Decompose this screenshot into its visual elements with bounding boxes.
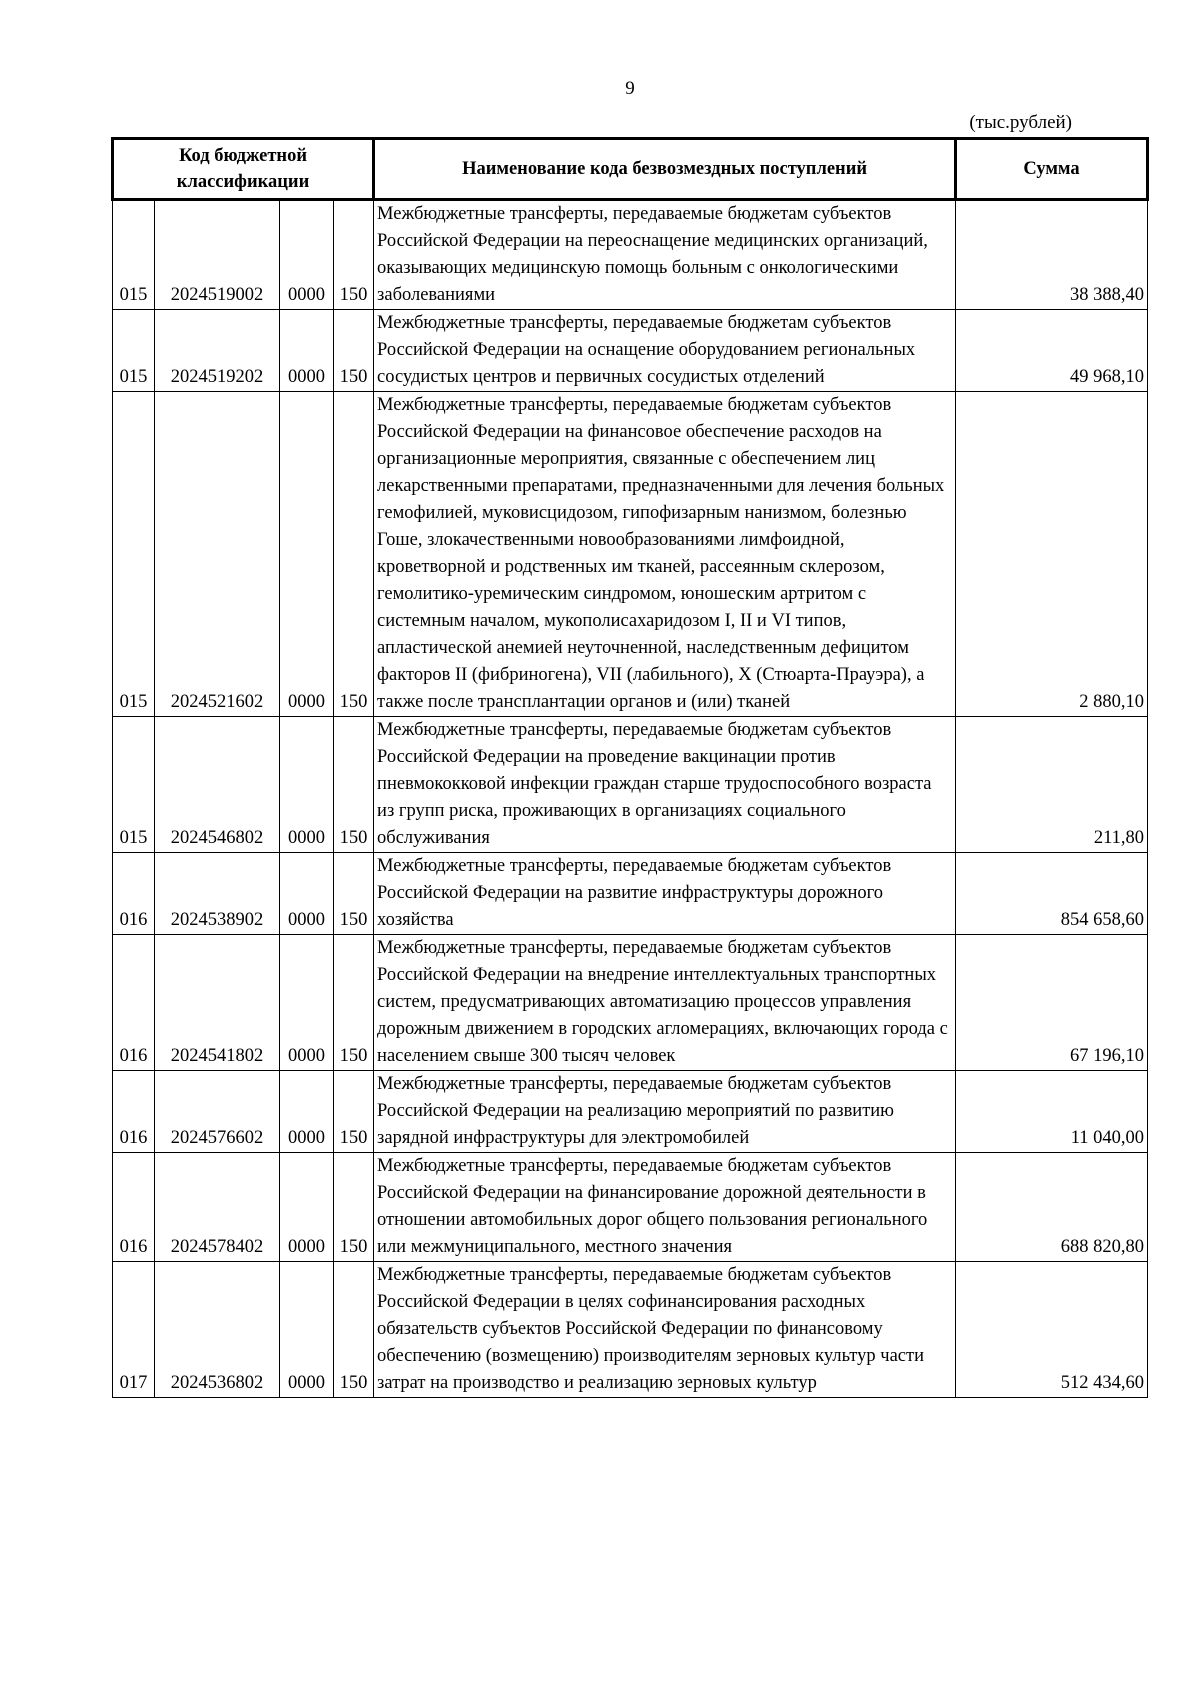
income-name: Межбюджетные трансферты, передаваемые бюджетам субъектов Российской Федерации в целях софинансирования расходных обязательств субъектов Российской Федерации по финансовому обеспечению (возмещению) производителям зерновых культур части затрат на производство и реализацию зерновых культур: [374, 1262, 956, 1398]
amount: 688 820,80: [956, 1153, 1148, 1262]
kind-code: 150: [334, 935, 374, 1071]
table-row: [113, 310, 1148, 392]
kbk-code: 2024578402: [155, 1153, 280, 1262]
income-name: Межбюджетные трансферты, передаваемые бюджетам субъектов Российской Федерации на переоснащение медицинских организаций, оказывающих медицинскую помощь больным с онкологическими заболеваниями: [374, 200, 956, 310]
kbk-code: 2024538902: [155, 853, 280, 935]
header-code: Код бюджетной классификации: [113, 139, 374, 200]
amount: 512 434,60: [956, 1262, 1148, 1398]
admin-code: 016: [113, 935, 155, 1071]
income-name: Межбюджетные трансферты, передаваемые бюджетам субъектов Российской Федерации на развитие инфраструктуры дорожного хозяйства: [374, 853, 956, 935]
admin-code: 017: [113, 1262, 155, 1398]
table-row: [113, 200, 1148, 310]
kbk-code: 2024576602: [155, 1071, 280, 1153]
kbk-code: 2024519002: [155, 200, 280, 310]
kind-code: 150: [334, 200, 374, 310]
income-name: Межбюджетные трансферты, передаваемые бюджетам субъектов Российской Федерации на финансовое обеспечение расходов на организационные мероприятия, связанные с обеспечением лиц лекарственными препаратами, предназначенными для лечения больных гемофилией, муковисцидозом, гипофизарным нанизмом, болезнью Гоше, злокачественными новообразованиями лимфоидной, кроветворной и родственных им тканей, рассеянным склерозом, гемолитико-уремическим синдромом, юношеским артритом с системным началом, мукополисахаридозом I, II и VI типов, апластической анемией неуточненной, наследственным дефицитом факторов II (фибриногена), VII (лабильного), X (Стюарта-Прауэра), а также после трансплантации органов и (или) тканей: [374, 392, 956, 717]
header-amount: Сумма: [956, 139, 1148, 200]
kind-code: 150: [334, 1153, 374, 1262]
kbk-code: 2024536802: [155, 1262, 280, 1398]
admin-code: 015: [113, 392, 155, 717]
income-name: Межбюджетные трансферты, передаваемые бюджетам субъектов Российской Федерации на проведение вакцинации против пневмококковой инфекции граждан старше трудоспособного возраста из групп риска, проживающих в организациях социального обслуживания: [374, 717, 956, 853]
admin-code: 015: [113, 717, 155, 853]
table-row: [113, 1071, 1148, 1153]
table-header-row: [113, 139, 1148, 200]
header-name: Наименование кода безвозмездных поступлений: [374, 139, 956, 200]
income-name: Межбюджетные трансферты, передаваемые бюджетам субъектов Российской Федерации на финансирование дорожной деятельности в отношении автомобильных дорог общего пользования регионального или межмуниципального, местного значения: [374, 1153, 956, 1262]
sub-code: 0000: [280, 853, 334, 935]
amount: 38 388,40: [956, 200, 1148, 310]
budget-table: [111, 137, 1149, 1398]
sub-code: 0000: [280, 1262, 334, 1398]
admin-code: 015: [113, 310, 155, 392]
kind-code: 150: [334, 310, 374, 392]
page-number: 9: [625, 78, 635, 99]
kbk-code: 2024519202: [155, 310, 280, 392]
admin-code: 016: [113, 853, 155, 935]
units-label: (тыс.рублей): [969, 112, 1072, 133]
amount: 2 880,10: [956, 392, 1148, 717]
income-name: Межбюджетные трансферты, передаваемые бюджетам субъектов Российской Федерации на реализацию мероприятий по развитию зарядной инфраструктуры для электромобилей: [374, 1071, 956, 1153]
admin-code: 015: [113, 200, 155, 310]
sub-code: 0000: [280, 1153, 334, 1262]
kind-code: 150: [334, 853, 374, 935]
amount: 49 968,10: [956, 310, 1148, 392]
table-row: [113, 392, 1148, 717]
kbk-code: 2024521602: [155, 392, 280, 717]
kind-code: 150: [334, 392, 374, 717]
sub-code: 0000: [280, 1071, 334, 1153]
table-row: [113, 853, 1148, 935]
income-name: Межбюджетные трансферты, передаваемые бюджетам субъектов Российской Федерации на внедрение интеллектуальных транспортных систем, предусматривающих автоматизацию процессов управления дорожным движением в городских агломерациях, включающих города с населением свыше 300 тысяч человек: [374, 935, 956, 1071]
income-name: Межбюджетные трансферты, передаваемые бюджетам субъектов Российской Федерации на оснащение оборудованием региональных сосудистых центров и первичных сосудистых отделений: [374, 310, 956, 392]
sub-code: 0000: [280, 310, 334, 392]
table-row: [113, 717, 1148, 853]
table-row: [113, 935, 1148, 1071]
kind-code: 150: [334, 1262, 374, 1398]
amount: 67 196,10: [956, 935, 1148, 1071]
amount: 854 658,60: [956, 853, 1148, 935]
admin-code: 016: [113, 1153, 155, 1262]
sub-code: 0000: [280, 717, 334, 853]
amount: 11 040,00: [956, 1071, 1148, 1153]
table-row: [113, 1262, 1148, 1398]
table-row: [113, 1153, 1148, 1262]
sub-code: 0000: [280, 392, 334, 717]
sub-code: 0000: [280, 200, 334, 310]
amount: 211,80: [956, 717, 1148, 853]
kbk-code: 2024546802: [155, 717, 280, 853]
admin-code: 016: [113, 1071, 155, 1153]
sub-code: 0000: [280, 935, 334, 1071]
kbk-code: 2024541802: [155, 935, 280, 1071]
kind-code: 150: [334, 1071, 374, 1153]
kind-code: 150: [334, 717, 374, 853]
